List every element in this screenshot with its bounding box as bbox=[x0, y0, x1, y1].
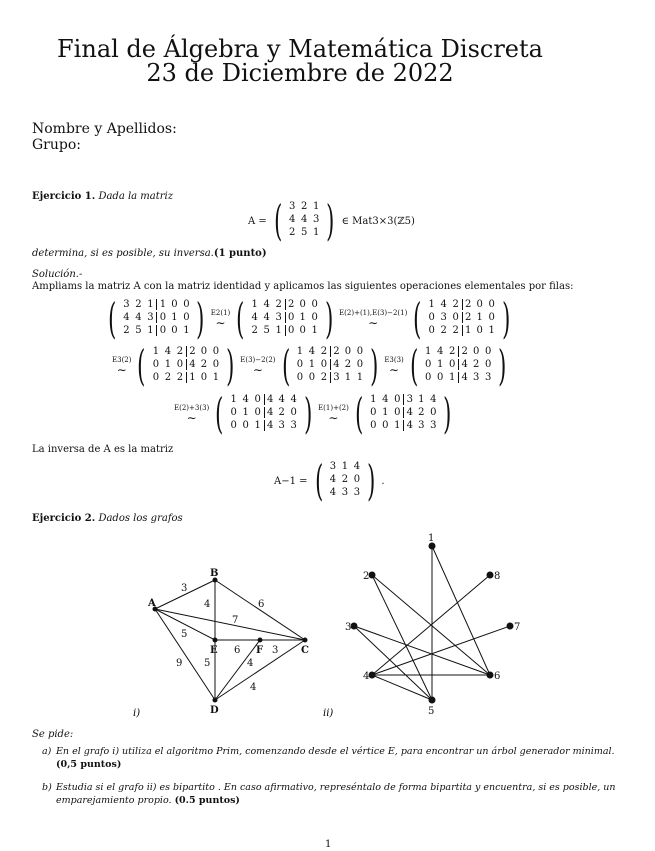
item-a-points: (0,5 puntos) bbox=[56, 759, 122, 770]
reduction-row-3 bbox=[172, 389, 456, 438]
ex2-statement bbox=[32, 512, 183, 525]
aug-matrix-2 bbox=[409, 294, 514, 343]
matrix-cell: 1 bbox=[308, 359, 316, 370]
matrix-cell: 1 bbox=[312, 201, 320, 212]
matrix-cell: 0 bbox=[296, 372, 304, 383]
matrix-cell: 3 bbox=[290, 420, 297, 431]
matrix-cell: 1 bbox=[312, 227, 320, 238]
matrix-cell: 0 bbox=[485, 346, 492, 357]
matrix-cell: 0 bbox=[296, 359, 304, 370]
edge-4-5 bbox=[372, 675, 432, 700]
matrix-cell: 0 bbox=[320, 359, 328, 370]
matrix-cell: 0 bbox=[230, 407, 237, 418]
label-B: B bbox=[210, 568, 219, 579]
matrix-cell: 4 bbox=[300, 214, 308, 225]
node-F bbox=[258, 638, 263, 643]
matrix-cell: 0 bbox=[430, 407, 437, 418]
matrix-cell: 0 bbox=[428, 312, 435, 323]
matrix-cell: 0 bbox=[200, 372, 208, 383]
weight-E-D: 5 bbox=[204, 658, 211, 669]
matrix-cell: 1 bbox=[425, 346, 432, 357]
matrix-grid bbox=[286, 200, 322, 242]
matrix-cell: 0 bbox=[485, 359, 492, 370]
matrix-cell: 0 bbox=[311, 299, 318, 310]
op-0: E2(1) ∼ bbox=[210, 308, 231, 330]
matrix-cell: 1 bbox=[311, 325, 318, 336]
inverse-lhs: A−1 = bbox=[274, 475, 308, 487]
graph1-edges bbox=[155, 580, 305, 700]
matrix-cell: 2 bbox=[452, 299, 459, 310]
matrix-cell: 1 bbox=[212, 372, 220, 383]
matrix-cell: 3 bbox=[312, 214, 320, 225]
left-paren: ( bbox=[137, 341, 146, 390]
label-4: 4 bbox=[363, 671, 370, 682]
matrix-cell: 4 bbox=[263, 299, 270, 310]
left-paren: ( bbox=[273, 196, 283, 245]
matrix-cell: 0 bbox=[356, 346, 364, 357]
right-paren: ) bbox=[367, 456, 376, 505]
matrix-cell: 4 bbox=[242, 394, 249, 405]
ex1-points: (1 punto) bbox=[213, 248, 267, 259]
matrix-cell: 1 bbox=[156, 299, 168, 310]
op-3: E(3)−2(2) ∼ bbox=[240, 355, 276, 377]
matrix-cell: 2 bbox=[320, 372, 328, 383]
matrix-cell: 4 bbox=[430, 394, 437, 405]
matrix-cell: 2 bbox=[462, 299, 474, 310]
edge-3-5 bbox=[354, 626, 432, 700]
right-paren: ) bbox=[370, 341, 379, 390]
matrix-cell: 1 bbox=[488, 325, 495, 336]
matrix-cell: 1 bbox=[356, 372, 364, 383]
matrix-cell: 1 bbox=[152, 346, 160, 357]
ex2-intro: Dados los grafos bbox=[98, 513, 183, 524]
item-b-points: (0.5 puntos) bbox=[174, 795, 240, 806]
ex2-heading: Ejercicio 2. bbox=[32, 513, 96, 524]
matrix-cell: 0 bbox=[152, 359, 160, 370]
weight-B-C: 6 bbox=[258, 599, 265, 610]
ex1-task-line bbox=[32, 247, 267, 260]
right-paren: ) bbox=[443, 389, 452, 438]
matrix-cell: 3 bbox=[341, 487, 349, 498]
matrix-cell: 4 bbox=[264, 394, 276, 405]
label-8: 8 bbox=[494, 571, 501, 582]
solution-label: Solución.- bbox=[32, 269, 83, 280]
matrix-cell: 4 bbox=[458, 359, 470, 370]
left-paren: ( bbox=[215, 389, 224, 438]
aug-matrix-0 bbox=[104, 294, 209, 343]
matrix-cell: 4 bbox=[403, 407, 415, 418]
item-b-text: Estudia si el grafo ii) es bipartito . En caso afirmativo, represéntalo de forma bipartita y encuentra, si es posible, un emparejamiento propio. bbox=[56, 782, 616, 806]
matrix-cell: 5 bbox=[263, 325, 270, 336]
label-D: D bbox=[210, 705, 219, 716]
matrix-cell: 4 bbox=[440, 299, 447, 310]
inverse-end: . bbox=[381, 475, 385, 487]
matrix-cell: 4 bbox=[186, 359, 198, 370]
matrix-cell: 3 bbox=[123, 299, 130, 310]
matrix-cell: 1 bbox=[230, 394, 237, 405]
matrix-cell: 1 bbox=[147, 325, 154, 336]
matrix-cell: 1 bbox=[476, 312, 483, 323]
ex1-statement bbox=[32, 190, 173, 203]
matrix-cell: 0 bbox=[299, 299, 306, 310]
matrix-cell: 2 bbox=[462, 312, 474, 323]
right-paren: ) bbox=[498, 341, 507, 390]
matrix-cell: 2 bbox=[164, 372, 172, 383]
matrix-cell: 1 bbox=[418, 394, 425, 405]
matrix-cell: 2 bbox=[458, 346, 470, 357]
label-F: F bbox=[256, 645, 264, 656]
matrix-cell: 3 bbox=[275, 312, 282, 323]
matrix-grid bbox=[120, 298, 192, 340]
exam-date: 23 de Diciembre de 2022 bbox=[146, 59, 454, 87]
label-A: A bbox=[148, 598, 156, 609]
matrix-cell: 0 bbox=[394, 407, 401, 418]
left-paren: ( bbox=[236, 294, 245, 343]
matrix-cell: 0 bbox=[428, 325, 435, 336]
matrix-cell: 3 bbox=[278, 420, 285, 431]
matrix-cell: 1 bbox=[437, 359, 444, 370]
label-6: 6 bbox=[494, 671, 501, 682]
item-b-marker: b) bbox=[42, 782, 52, 793]
weight-F-D: 4 bbox=[247, 658, 254, 669]
weight-E-F: 6 bbox=[234, 645, 241, 656]
matrix-inverse bbox=[311, 456, 380, 505]
op-5: E(2)+3(3) ∼ bbox=[174, 403, 210, 425]
matrix-grid bbox=[228, 393, 300, 435]
matrix-cell: 4 bbox=[251, 312, 258, 323]
group-label: Grupo: bbox=[32, 137, 81, 153]
weight-A-B: 3 bbox=[181, 583, 188, 594]
matrix-cell: 2 bbox=[341, 474, 349, 485]
reduction-row-1 bbox=[104, 294, 514, 343]
matrix-cell: 1 bbox=[147, 299, 154, 310]
matrix-cell: 3 bbox=[353, 487, 361, 498]
aug-matrix-4 bbox=[278, 341, 383, 390]
node-3 bbox=[351, 623, 358, 630]
weight-F-C: 3 bbox=[272, 645, 279, 656]
matrix-cell: 0 bbox=[156, 312, 168, 323]
matrix-cell: 2 bbox=[449, 346, 456, 357]
matrix-cell: 3 bbox=[418, 420, 425, 431]
matrix-cell: 4 bbox=[290, 394, 297, 405]
matrix-cell: 0 bbox=[212, 346, 220, 357]
matrix-grid bbox=[422, 345, 494, 387]
op-4: E3(3) ∼ bbox=[384, 355, 404, 377]
edge-A-D bbox=[155, 609, 215, 700]
matrix-cell: 3 bbox=[430, 420, 437, 431]
matrix-cell: 0 bbox=[476, 325, 483, 336]
matrix-cell: 1 bbox=[296, 346, 304, 357]
matrix-cell: 1 bbox=[370, 394, 377, 405]
matrix-cell: 2 bbox=[320, 346, 328, 357]
matrix-cell: 0 bbox=[230, 420, 237, 431]
label-7: 7 bbox=[514, 622, 521, 633]
matrix-cell: 2 bbox=[251, 325, 258, 336]
matrix-cell: 0 bbox=[437, 372, 444, 383]
graph2-edges bbox=[354, 546, 510, 700]
label-3: 3 bbox=[345, 622, 352, 633]
matrix-cell: 0 bbox=[370, 420, 377, 431]
matrix-A bbox=[270, 196, 339, 245]
matrix-cell: 2 bbox=[473, 359, 480, 370]
op-1: E(2)+(1),E(3)−2(1) ∼ bbox=[339, 308, 408, 330]
matrix-cell: 0 bbox=[212, 359, 220, 370]
matrix-cell: 0 bbox=[425, 372, 432, 383]
label-C: C bbox=[301, 645, 309, 656]
matrix-cell: 0 bbox=[452, 312, 459, 323]
label-2: 2 bbox=[363, 571, 370, 582]
matrix-cell: 0 bbox=[356, 359, 364, 370]
node-E bbox=[213, 638, 218, 643]
left-paren: ( bbox=[354, 389, 364, 438]
matrix-cell: 0 bbox=[254, 407, 261, 418]
matrix-grid bbox=[294, 345, 366, 387]
matrix-cell: 0 bbox=[285, 325, 297, 336]
matrix-cell: 0 bbox=[200, 346, 208, 357]
matrix-cell: 2 bbox=[418, 407, 425, 418]
label-5: 5 bbox=[428, 706, 435, 717]
ex1-membership: ∈ Mat3×3(ℤ5) bbox=[341, 215, 415, 227]
matrix-cell: 0 bbox=[156, 325, 168, 336]
name-label: Nombre y Apellidos: bbox=[32, 121, 177, 137]
ex1-heading: Ejercicio 1. bbox=[32, 191, 96, 202]
matrix-cell: 0 bbox=[183, 299, 190, 310]
ex1-matrix-eq bbox=[248, 196, 415, 245]
matrix-cell: 2 bbox=[288, 227, 296, 238]
matrix-cell: 1 bbox=[164, 359, 172, 370]
matrix-cell: 0 bbox=[425, 359, 432, 370]
graphs-figure bbox=[0, 530, 655, 726]
aug-matrix-7 bbox=[351, 389, 456, 438]
matrix-cell: 2 bbox=[330, 346, 342, 357]
matrix-cell: 2 bbox=[275, 299, 282, 310]
matrix-cell: 1 bbox=[462, 325, 474, 336]
matrix-cell: 0 bbox=[171, 325, 178, 336]
matrix-cell: 2 bbox=[176, 372, 184, 383]
right-paren: ) bbox=[326, 196, 335, 245]
matrix-cell: 1 bbox=[344, 372, 352, 383]
matrix-cell: 1 bbox=[171, 312, 178, 323]
matrix-cell: 0 bbox=[370, 407, 377, 418]
matrix-cell: 2 bbox=[440, 325, 447, 336]
left-paren: ( bbox=[413, 294, 422, 343]
matrix-cell: 1 bbox=[183, 325, 190, 336]
matrix-cell: 4 bbox=[164, 346, 172, 357]
left-paren: ( bbox=[409, 341, 419, 390]
matrix-cell: 4 bbox=[288, 214, 296, 225]
matrix-cell: 4 bbox=[135, 312, 142, 323]
inverse-text: La inversa de A es la matriz bbox=[32, 444, 174, 455]
weight-B-E: 4 bbox=[204, 599, 211, 610]
matrix-cell: 1 bbox=[382, 407, 389, 418]
aug-matrix-1 bbox=[232, 294, 337, 343]
matrix-cell: 1 bbox=[275, 325, 282, 336]
matrix-cell: 3 bbox=[288, 201, 296, 212]
matrix-cell: 4 bbox=[329, 474, 337, 485]
matrix-cell: 4 bbox=[308, 346, 316, 357]
matrix-cell: 0 bbox=[476, 299, 483, 310]
matrix-cell: 5 bbox=[135, 325, 142, 336]
matrix-cell: 0 bbox=[242, 420, 249, 431]
node-7 bbox=[507, 623, 514, 630]
node-C bbox=[303, 638, 308, 643]
aug-matrix-5 bbox=[406, 341, 511, 390]
matrix-cell: 0 bbox=[183, 312, 190, 323]
node-2 bbox=[369, 572, 376, 579]
matrix-cell: 0 bbox=[488, 312, 495, 323]
matrix-cell: 4 bbox=[329, 487, 337, 498]
matrix-cell: 0 bbox=[176, 359, 184, 370]
weight-A-C: 7 bbox=[232, 615, 239, 626]
node-D bbox=[213, 698, 218, 703]
matrix-cell: 1 bbox=[341, 461, 349, 472]
matrix-cell: 0 bbox=[299, 325, 306, 336]
matrix-cell: 0 bbox=[311, 312, 318, 323]
matrix-cell: 1 bbox=[428, 299, 435, 310]
solution-text: Ampliams la matriz A con la matriz identidad y aplicamos las siguientes operaciones elementales por filas: bbox=[32, 281, 574, 292]
matrix-cell: 2 bbox=[278, 407, 285, 418]
left-paren: ( bbox=[314, 456, 323, 505]
matrix-cell: 4 bbox=[278, 394, 285, 405]
aug-matrix-6 bbox=[211, 389, 316, 438]
left-paren: ( bbox=[281, 341, 290, 390]
matrix-cell: 2 bbox=[135, 299, 142, 310]
matrix-cell: 1 bbox=[251, 299, 258, 310]
node-8 bbox=[487, 572, 494, 579]
label-1: 1 bbox=[428, 533, 435, 544]
matrix-cell: 0 bbox=[344, 346, 352, 357]
matrix-cell: 1 bbox=[449, 372, 456, 383]
matrix-cell: 3 bbox=[329, 461, 337, 472]
right-paren: ) bbox=[324, 294, 333, 343]
matrix-cell: 3 bbox=[485, 372, 492, 383]
node-6 bbox=[487, 672, 494, 679]
right-paren: ) bbox=[303, 389, 312, 438]
matrix-grid bbox=[426, 298, 498, 340]
page-number: 1 bbox=[325, 839, 332, 850]
left-paren: ( bbox=[108, 294, 117, 343]
matrix-grid bbox=[327, 460, 363, 502]
edge-3-6 bbox=[354, 626, 490, 675]
matrix-cell: 1 bbox=[242, 407, 249, 418]
weight-A-D: 9 bbox=[176, 658, 183, 669]
ex1-intro: Dada la matriz bbox=[98, 191, 174, 202]
edge-2-5 bbox=[372, 575, 432, 700]
ex1-task: determina, si es posible, su inversa. bbox=[32, 248, 214, 259]
matrix-cell: 3 bbox=[330, 372, 342, 383]
matrix-cell: 0 bbox=[308, 372, 316, 383]
matrix-cell: 4 bbox=[330, 359, 342, 370]
item-b bbox=[42, 781, 632, 807]
reduction-row-2 bbox=[110, 341, 511, 390]
item-a-marker: a) bbox=[42, 746, 52, 757]
ask-label: Se pide: bbox=[32, 729, 74, 740]
matrix-cell: 3 bbox=[440, 312, 447, 323]
matrix-cell: 2 bbox=[285, 299, 297, 310]
matrix-grid bbox=[367, 393, 439, 435]
matrix-cell: 0 bbox=[382, 420, 389, 431]
matrix-cell: 4 bbox=[458, 372, 470, 383]
matrix-cell: 4 bbox=[382, 394, 389, 405]
matrix-cell: 2 bbox=[176, 346, 184, 357]
matrix-cell: 4 bbox=[437, 346, 444, 357]
op-2: E3(2) ∼ bbox=[112, 355, 132, 377]
matrix-cell: 0 bbox=[394, 394, 401, 405]
matrix-cell: 0 bbox=[449, 359, 456, 370]
matrix-cell: 2 bbox=[300, 201, 308, 212]
matrix-cell: 3 bbox=[473, 372, 480, 383]
edge-1-6 bbox=[432, 546, 490, 675]
matrix-cell: 0 bbox=[488, 299, 495, 310]
right-paren: ) bbox=[196, 294, 205, 343]
matrix-cell: 0 bbox=[171, 299, 178, 310]
right-paren: ) bbox=[501, 294, 511, 343]
exam-title: Final de Álgebra y Matemática Discreta bbox=[57, 35, 543, 63]
matrix-cell: 4 bbox=[123, 312, 130, 323]
inverse-eq bbox=[274, 456, 385, 505]
matrix-cell: 1 bbox=[254, 420, 261, 431]
matrix-cell: 0 bbox=[152, 372, 160, 383]
matrix-grid bbox=[150, 345, 222, 387]
op-6: E(1)+(2) ∼ bbox=[318, 403, 349, 425]
node-5 bbox=[429, 697, 436, 704]
matrix-cell: 0 bbox=[290, 407, 297, 418]
matrix-cell: 4 bbox=[353, 461, 361, 472]
matrix-cell: 5 bbox=[300, 227, 308, 238]
matrix-cell: 2 bbox=[186, 346, 198, 357]
graph2-caption: ii) bbox=[323, 708, 334, 719]
matrix-cell: 1 bbox=[394, 420, 401, 431]
matrix-cell: 2 bbox=[200, 359, 208, 370]
aug-matrix-3 bbox=[133, 341, 238, 390]
matrix-cell: 2 bbox=[452, 325, 459, 336]
ex1-lhs: A = bbox=[248, 215, 267, 227]
matrix-cell: 0 bbox=[473, 346, 480, 357]
matrix-cell: 4 bbox=[264, 407, 276, 418]
matrix-cell: 2 bbox=[344, 359, 352, 370]
matrix-cell: 3 bbox=[147, 312, 154, 323]
matrix-grid bbox=[249, 298, 321, 340]
matrix-cell: 1 bbox=[186, 372, 198, 383]
matrix-cell: 1 bbox=[299, 312, 306, 323]
matrix-cell: 3 bbox=[403, 394, 415, 405]
matrix-cell: 0 bbox=[254, 394, 261, 405]
node-4 bbox=[369, 672, 376, 679]
item-a bbox=[42, 745, 632, 771]
label-E: E bbox=[210, 645, 218, 656]
weight-C-D: 4 bbox=[250, 682, 257, 693]
matrix-cell: 0 bbox=[285, 312, 297, 323]
matrix-cell: 4 bbox=[264, 420, 276, 431]
graph1-caption: i) bbox=[133, 708, 141, 719]
matrix-cell: 0 bbox=[353, 474, 361, 485]
right-paren: ) bbox=[225, 341, 235, 390]
matrix-cell: 2 bbox=[123, 325, 130, 336]
matrix-cell: 4 bbox=[263, 312, 270, 323]
weight-A-E: 5 bbox=[181, 629, 188, 640]
matrix-cell: 4 bbox=[403, 420, 415, 431]
item-a-text: En el grafo i) utiliza el algoritmo Prim, comenzando desde el vértice E, para encontrar un árbol generador minimal. bbox=[56, 746, 615, 757]
